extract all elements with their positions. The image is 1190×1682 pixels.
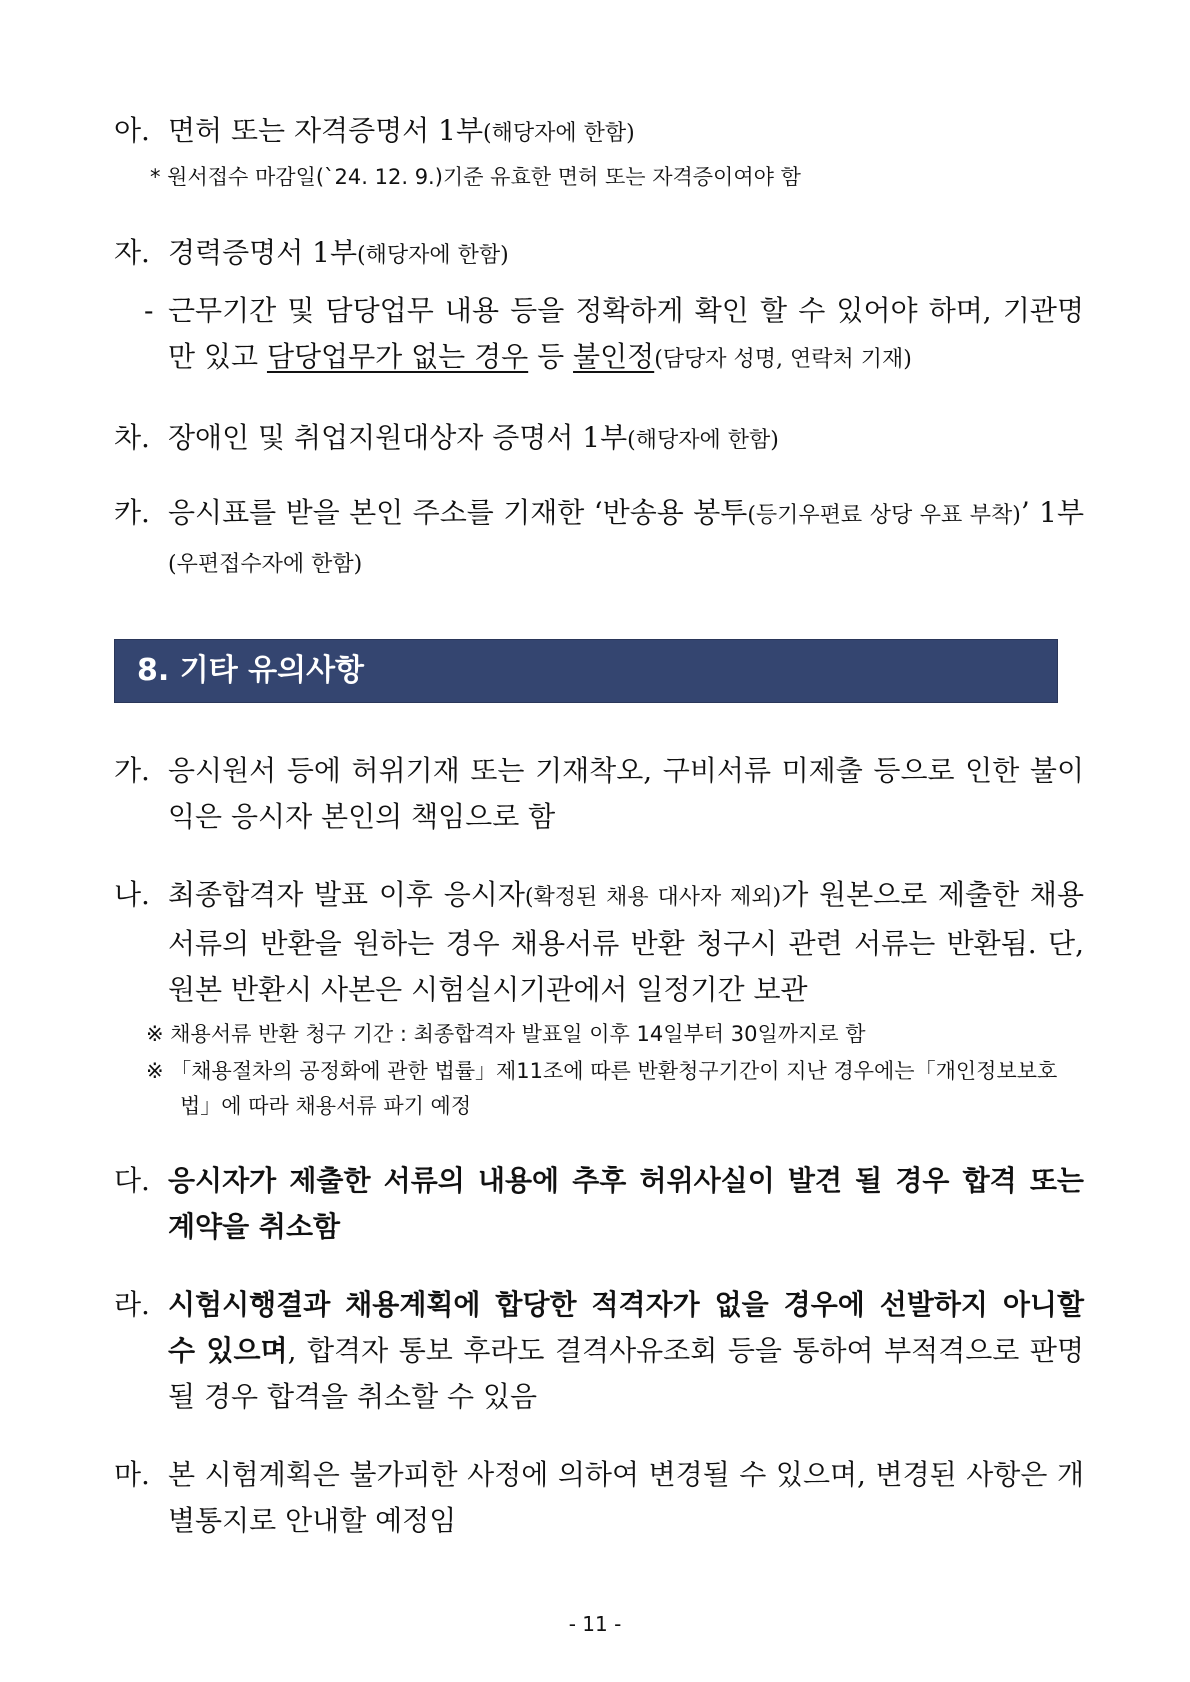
- item-text: [168, 415, 1084, 464]
- text-segment: (해당자에 한함): [483, 121, 635, 146]
- item-marker: 라.: [114, 1288, 150, 1321]
- item-no-qualified: [114, 1282, 1084, 1420]
- text-segment: (담당자 성명, 연락처 기재): [654, 347, 912, 372]
- item-marker: 아.: [114, 114, 150, 147]
- text-segment: 장애인 및 취업지원대상자 증명서 1부: [168, 421, 628, 454]
- text-segment: 등: [528, 340, 574, 373]
- section-title: 8. 기타 유의사항: [137, 653, 365, 688]
- item-false-entry: [114, 748, 1084, 840]
- text-segment: , 합격자 통보 후라도 결격사유조회 등을 통하여 부적격으로 판명될 경우 합격을 취소할 수 있음: [168, 1334, 1084, 1413]
- item-text: [168, 288, 1084, 383]
- item-document-return: [114, 872, 1084, 1013]
- text-segment: 가 원본으로 제출한 채용서류의 반환을 원하는 경우 채용서류 반환 청구시 관련 서류는 반환됨. 단, 원본 반환시 사본은 시험실시기관에서 일정기간 보관: [168, 878, 1085, 1006]
- item-text: [168, 1282, 1084, 1420]
- text-segment: (해당자에 한함): [357, 243, 509, 268]
- item-marker: -: [144, 294, 154, 327]
- text-segment: (우편접수자에 한함): [168, 552, 363, 577]
- item-marker: 나.: [114, 878, 150, 911]
- item-marker: 차.: [114, 421, 150, 454]
- item-career-certificate: [114, 230, 1084, 279]
- text-segment: 본 시험계획은 불가피한 사정에 의하여 변경될 수 있으며, 변경된 사항은 개별통지로 안내할 예정임: [168, 1458, 1084, 1537]
- text-segment: 담당업무가 없는 경우: [266, 340, 529, 373]
- text-segment: 응시원서 등에 허위기재 또는 기재착오, 구비서류 미제출 등으로 인한 불이익은 응시자 본인의 책임으로 함: [168, 754, 1084, 833]
- item-marker: 가.: [114, 754, 150, 787]
- note-return-law: ※ 「채용절차의 공정화에 관한 법률」제11조에 따른 반환청구기간이 지난 경우에는「개인정보보호법」에 따라 채용서류 파기 예정: [146, 1059, 1058, 1118]
- text-segment: ’ 1부: [1020, 496, 1085, 529]
- page-number: - 11 -: [568, 1612, 622, 1636]
- text-segment: 응시자가 제출한 서류의 내용에 추후 허위사실이 발견 될 경우 합격 또는 계약을 취소함: [168, 1164, 1084, 1243]
- text-segment: 근무기간 및 담당업무 내용 등을 정확하게 확인 할 수 있어야 하며, 기관명만 있고: [168, 294, 1084, 373]
- item-marker: 자.: [114, 236, 150, 269]
- item-license: [114, 108, 1084, 157]
- item-marker: 마.: [114, 1458, 150, 1491]
- item-text: [168, 108, 1084, 157]
- text-segment: 시험시행결과 채용계획에 합당한 적격자가 없을 경우에 선발하지 아니할 수 있으며: [168, 1288, 1084, 1367]
- text-segment: (확정된 채용 대사자 제외): [524, 885, 782, 910]
- item-marker: 다.: [114, 1164, 150, 1197]
- text-segment: 면허 또는 자격증명서 1부: [168, 114, 483, 147]
- item-plan-change: [114, 1452, 1084, 1544]
- text-segment: 불인정: [573, 340, 655, 373]
- text-segment: (해당자에 한함): [627, 428, 779, 453]
- text-segment: 응시표를 받을 본인 주소를 기재한 ‘반송용 봉투: [168, 496, 748, 529]
- item-text: [168, 230, 1084, 279]
- note-license-validity: * 원서접수 마감일(`24. 12. 9.)기준 유효한 면허 또는 자격증이여야 함: [150, 165, 801, 189]
- item-career-detail: [114, 288, 1084, 383]
- item-marker: 카.: [114, 496, 150, 529]
- note-return-period: ※ 채용서류 반환 청구 기간 : 최종합격자 발표일 이후 14일부터 30일까지로 함: [146, 1022, 866, 1046]
- item-text: [168, 1452, 1084, 1544]
- item-false-fact-cancel: [114, 1158, 1084, 1250]
- item-text: [168, 1158, 1084, 1250]
- text-segment: (등기우편료 상당 우표 부착): [747, 503, 1021, 528]
- section-header-bar: [114, 639, 1058, 703]
- item-text: [168, 872, 1084, 1013]
- item-disability-certificate: [114, 415, 1084, 464]
- item-text: [168, 490, 1084, 588]
- text-segment: 경력증명서 1부: [168, 236, 358, 269]
- item-text: [168, 748, 1084, 840]
- text-segment: 최종합격자 발표 이후 응시자: [168, 878, 525, 911]
- item-return-envelope: [114, 490, 1084, 588]
